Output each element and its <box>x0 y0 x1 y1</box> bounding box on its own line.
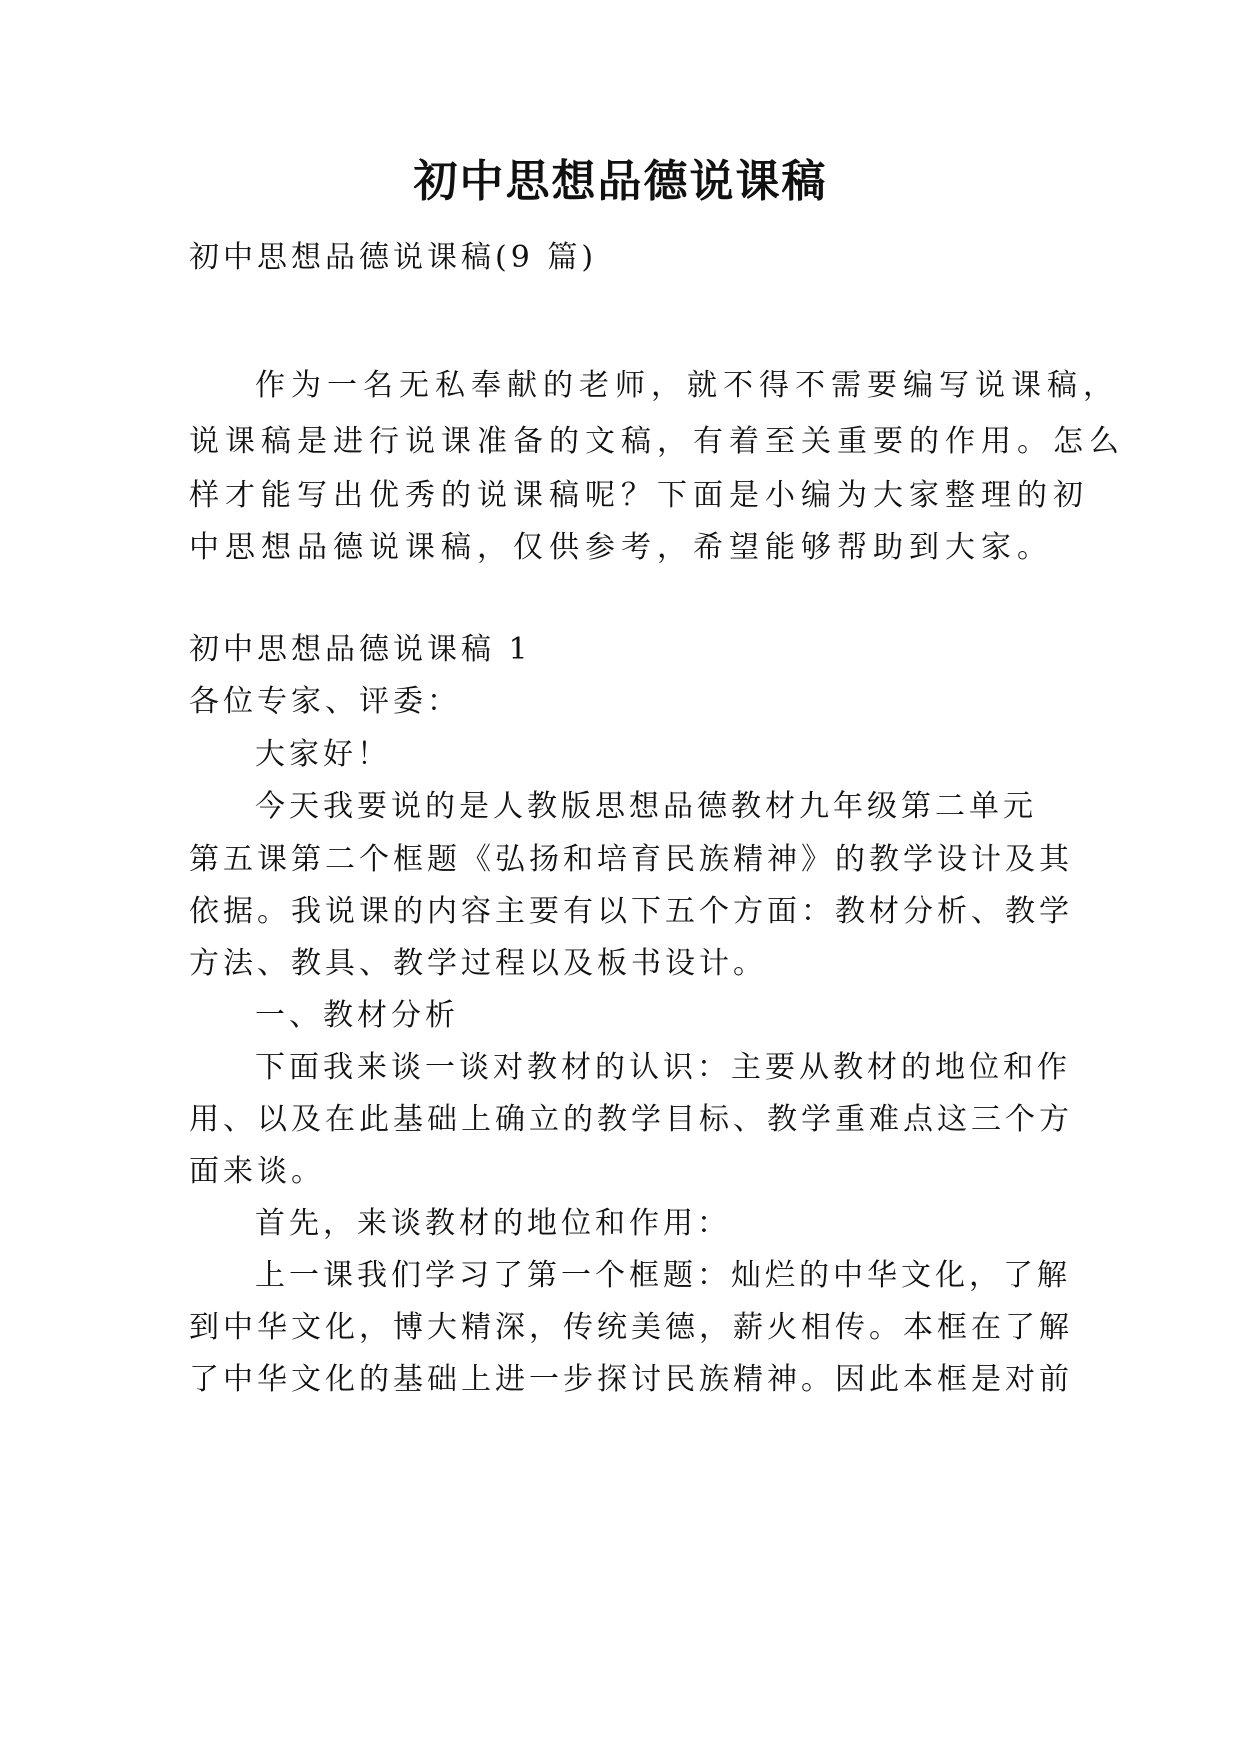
paragraph-line: 依据。我说课的内容主要有以下五个方面：教材分析、教学 <box>189 894 1073 929</box>
paragraph-line: 下面我来谈一谈对教材的认识：主要从教材的地位和作 <box>255 1050 1071 1085</box>
paragraph-line: 了中华文化的基础上进一步探讨民族精神。因此本框是对前 <box>189 1362 1073 1397</box>
intro-line-2: 说课稿是进行说课准备的文稿，有着至关重要的作用。怎么 <box>189 424 1125 459</box>
paragraph-line: 方法、教具、教学过程以及板书设计。 <box>189 946 767 981</box>
intro-line-1: 作为一名无私奉献的老师，就不得不需要编写说课稿， <box>255 368 1119 403</box>
paragraph-line: 上一课我们学习了第一个框题：灿烂的中华文化，了解 <box>255 1258 1071 1293</box>
section-heading: 初中思想品德说课稿 1 <box>189 632 532 667</box>
greeting: 大家好！ <box>255 737 391 772</box>
paragraph-line: 到中华文化，博大精深，传统美德，薪火相传。本框在了解 <box>189 1310 1073 1345</box>
salutation: 各位专家、评委： <box>189 684 461 719</box>
document-title: 初中思想品德说课稿 <box>413 156 828 207</box>
intro-line-3: 样才能写出优秀的说课稿呢？下面是小编为大家整理的初 <box>189 478 1089 513</box>
document-subtitle: 初中思想品德说课稿(9 篇) <box>189 240 598 275</box>
part-heading: 一、教材分析 <box>255 998 459 1033</box>
paragraph-line: 第五课第二个框题《弘扬和培育民族精神》的教学设计及其 <box>189 842 1073 877</box>
paragraph-line: 首先，来谈教材的地位和作用： <box>255 1206 731 1241</box>
paragraph-line: 面来谈。 <box>189 1154 325 1189</box>
paragraph-line: 用、以及在此基础上确立的教学目标、教学重难点这三个方 <box>189 1102 1073 1137</box>
intro-line-4: 中思想品德说课稿，仅供参考，希望能够帮助到大家。 <box>189 530 1053 565</box>
paragraph-line: 今天我要说的是人教版思想品德教材九年级第二单元 <box>255 789 1037 824</box>
